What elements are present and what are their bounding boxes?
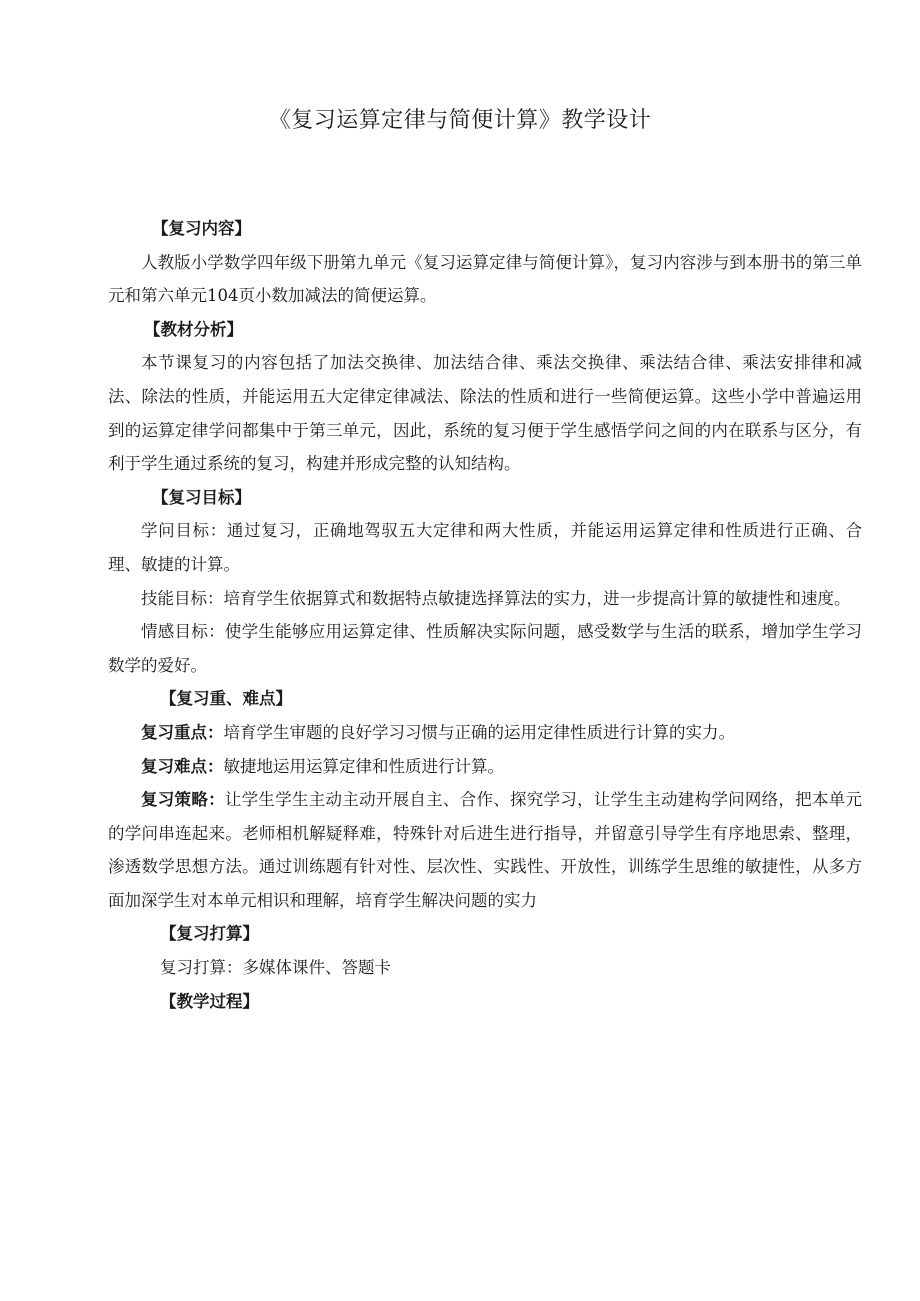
strategy-label: 复习策略： bbox=[141, 790, 225, 810]
section-heading-review-goals: 【复习目标】 bbox=[152, 487, 251, 507]
paragraph-preparation: 复习打算：多媒体课件、答题卡 bbox=[160, 958, 391, 978]
section-heading-key-points: 【复习重、难点】 bbox=[160, 689, 292, 709]
paragraph-review-content: 人教版小学数学四年级下册第九单元《复习运算定律与简便计算》，复习内容涉与到本册书的第三单元和第六单元104页小数加减法的简便运算。 bbox=[108, 252, 862, 306]
document-body bbox=[108, 212, 862, 1018]
focus-text: 培育学生审题的良好学习习惯与正确的运用定律性质进行计算的实力。 bbox=[223, 722, 735, 742]
paragraph-strategy bbox=[108, 783, 862, 917]
paragraph-knowledge-goal: 学问目标：通过复习，正确地驾驭五大定律和两大性质，并能运用运算定律和性质进行正确、合理、敏捷的计算。 bbox=[108, 521, 862, 574]
focus-label: 复习重点： bbox=[141, 722, 224, 742]
difficulty-label: 复习难点： bbox=[141, 756, 224, 776]
paragraph-emotion-goal: 情感目标：使学生能够应用运算定律、性质解决实际问题，感受数学与生活的联系，增加学生学习数学的爱好。 bbox=[108, 622, 862, 675]
strategy-text: 让学生学生主动主动开展自主、合作、探究学习，让学生主动建构学问网络，把本单元的学问串连起来。老师相机解疑释难，特殊针对后进生进行指导，并留意引导学生有序地思索、整理，渗透数学思想方法。通过训练题有针对性、层次性、实践性、开放性，训练学生思维的敏捷性，从多方面加深学生对本单元相识和理解，培育学生解决问题的实力 bbox=[108, 790, 863, 910]
paragraph-difficulty bbox=[108, 750, 862, 784]
paragraph-focus bbox=[108, 716, 862, 750]
section-heading-preparation: 【复习打算】 bbox=[160, 924, 259, 944]
paragraph-material-analysis: 本节课复习的内容包括了加法交换律、加法结合律、乘法交换律、乘法结合律、乘法安排律和减法、除法的性质，并能运用五大定律定律减法、除法的性质和进行一些简便运算。这些小学中普遍运用到的运算定律学问都集中于第三单元，因此，系统的复习便于学生感悟学问之间的内在联系与区分，有利于学生通过系统的复习，构建并形成完整的认知结构。 bbox=[108, 353, 862, 474]
difficulty-text: 敏捷地运用运算定律和性质进行计算。 bbox=[223, 756, 504, 776]
section-heading-review-content: 【复习内容】 bbox=[152, 219, 251, 238]
section-heading-material-analysis: 【教材分析】 bbox=[144, 319, 243, 339]
document-title: 《复习运算定律与简便计算》教学设计 bbox=[268, 108, 652, 133]
section-heading-process: 【教学过程】 bbox=[160, 991, 259, 1011]
paragraph-skill-goal: 技能目标：培育学生依据算式和数据特点敏捷选择算法的实力，进一步提高计算的敏捷性和速度。 bbox=[141, 588, 851, 608]
